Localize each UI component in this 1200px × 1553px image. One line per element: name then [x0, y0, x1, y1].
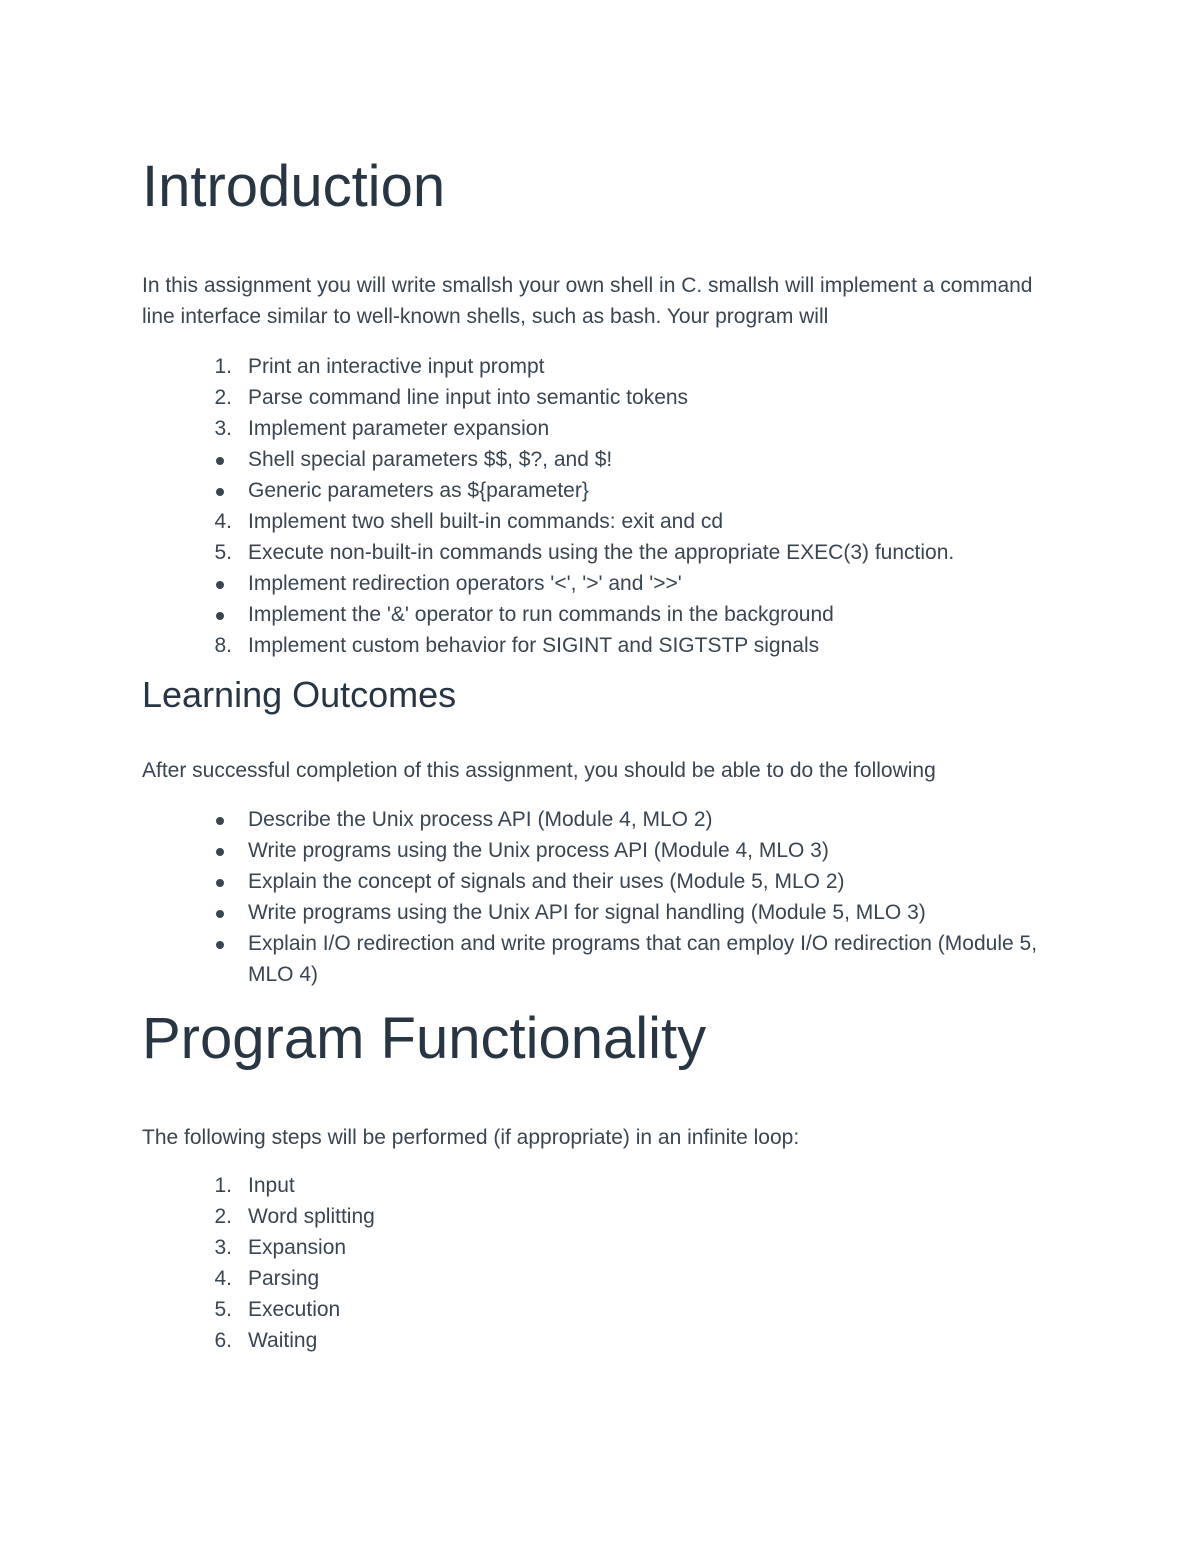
- list-item-text: Describe the Unix process API (Module 4, MLO 2): [248, 808, 713, 831]
- list-marker: 3.: [214, 1236, 232, 1259]
- list-item-text: Print an interactive input prompt: [248, 355, 545, 378]
- list-marker: 6.: [214, 1329, 232, 1352]
- list-item: [142, 928, 1048, 990]
- list-item-text: Write programs using the Unix API for signal handling (Module 5, MLO 3): [248, 901, 926, 924]
- list-marker: 4.: [214, 510, 232, 533]
- list-item-text: Write programs using the Unix process API (Module 4, MLO 3): [248, 839, 829, 862]
- list-item: [142, 866, 1048, 897]
- list-item: [142, 1325, 375, 1356]
- bullet-icon: [216, 910, 224, 918]
- list-item: [142, 1263, 375, 1294]
- list-item: [142, 351, 954, 382]
- bullet-icon: [216, 848, 224, 856]
- bullet-icon: [216, 612, 224, 620]
- list-item-text: Implement the '&' operator to run commands in the background: [248, 603, 834, 626]
- bullet-icon: [216, 581, 224, 589]
- list-item-text: Expansion: [248, 1236, 347, 1259]
- list-marker: 5.: [214, 541, 232, 564]
- list-item: [142, 382, 954, 413]
- list-item: [142, 1294, 375, 1325]
- list-item: [142, 630, 954, 661]
- list-item: [142, 835, 1048, 866]
- bullet-icon: [216, 457, 224, 465]
- list-item: [142, 506, 954, 537]
- list-item-text: Execute non-built-in commands using the the appropriate EXEC(3) function.: [248, 541, 955, 564]
- list-marker: 3.: [214, 417, 232, 440]
- list-marker: 2.: [214, 386, 232, 409]
- introduction-list: [142, 351, 954, 661]
- list-item: [142, 599, 954, 630]
- list-item-text: Implement parameter expansion: [248, 417, 550, 440]
- learning-outcomes-heading: Learning Outcomes: [142, 674, 457, 715]
- list-item: [142, 475, 954, 506]
- introduction-paragraph: In this assignment you will write smallsh your own shell in C. smallsh will implement a command line interface similar to well-known shells, such as bash. Your program will: [142, 274, 1033, 328]
- list-item-text: Execution: [248, 1298, 341, 1321]
- list-marker: 1.: [214, 355, 232, 378]
- bullet-icon: [216, 817, 224, 825]
- program-functionality-heading: Program Functionality: [142, 1006, 707, 1071]
- list-item-text: Implement two shell built-in commands: exit and cd: [248, 510, 724, 533]
- list-marker: 5.: [214, 1298, 232, 1321]
- list-item: [142, 1232, 375, 1263]
- program-functionality-paragraph: The following steps will be performed (if appropriate) in an infinite loop:: [142, 1126, 800, 1149]
- bullet-icon: [216, 941, 224, 949]
- list-item-text: Input: [248, 1174, 295, 1197]
- bullet-icon: [216, 488, 224, 496]
- list-item-text: Parse command line input into semantic tokens: [248, 386, 689, 409]
- list-item-text: Explain I/O redirection and write programs that can employ I/O redirection (Module 5, MLO 4): [248, 932, 1038, 986]
- learning-outcomes-list: [142, 804, 1048, 990]
- list-item-text: Shell special parameters $$, $?, and $!: [248, 448, 613, 471]
- list-item: [142, 537, 954, 568]
- list-item-text: Implement custom behavior for SIGINT and SIGTSTP signals: [248, 634, 820, 657]
- list-marker: 4.: [214, 1267, 232, 1290]
- list-item-text: Explain the concept of signals and their uses (Module 5, MLO 2): [248, 870, 845, 893]
- list-item-text: Generic parameters as ${parameter}: [248, 479, 589, 502]
- learning-outcomes-paragraph: After successful completion of this assignment, you should be able to do the following: [142, 759, 936, 782]
- list-marker: 2.: [214, 1205, 232, 1228]
- list-item-text: Parsing: [248, 1267, 320, 1290]
- list-item: [142, 568, 954, 599]
- list-item-text: Implement redirection operators '<', '>' and '>>': [248, 572, 682, 595]
- program-functionality-list: [142, 1170, 375, 1356]
- list-item: [142, 444, 954, 475]
- list-marker: 8.: [214, 634, 232, 657]
- list-marker: 1.: [214, 1174, 232, 1197]
- list-item: [142, 413, 954, 444]
- list-item-text: Word splitting: [248, 1205, 375, 1228]
- introduction-heading: Introduction: [142, 154, 446, 219]
- list-item-text: Waiting: [248, 1329, 318, 1352]
- bullet-icon: [216, 879, 224, 887]
- list-item: [142, 1170, 375, 1201]
- list-item: [142, 1201, 375, 1232]
- list-item: [142, 804, 1048, 835]
- list-item: [142, 897, 1048, 928]
